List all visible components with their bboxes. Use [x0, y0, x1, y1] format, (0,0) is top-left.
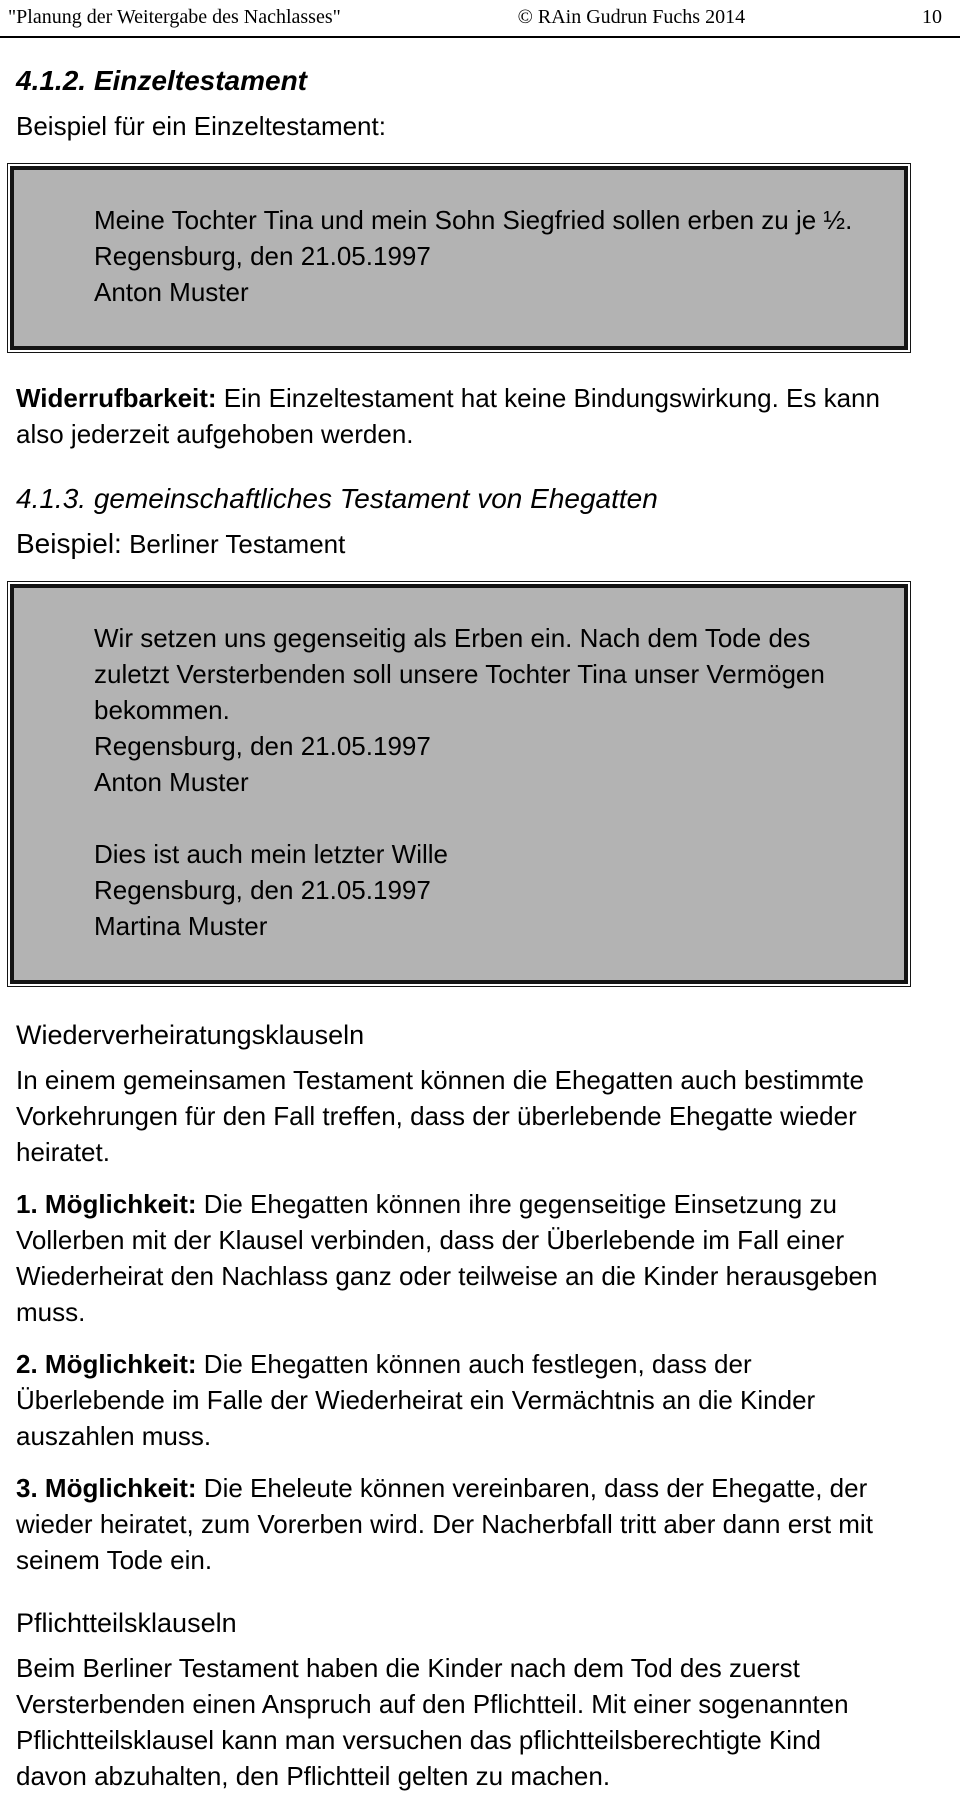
anton-muster-block [94, 620, 880, 800]
box-line: Dies ist auch mein letzter Wille [94, 839, 448, 869]
beispiel-label: Beispiel: [16, 528, 122, 559]
moeglichkeit-1-label: 1. Möglichkeit: [16, 1189, 197, 1219]
heading-einzeltestament: 4.1.2. Einzeltestament [16, 65, 308, 96]
widerrufbarkeit-note [16, 380, 898, 452]
moeglichkeit-1-text: Die Ehegatten können ihre gegenseitige Einsetzung zu Vollerben mit der Klausel verbinden, dass der Überlebende im Fall einer Wiederheirat den Nachlass ganz oder teilweise an die Kinder herausgeben muss. [16, 1189, 878, 1327]
box-line: Anton Muster [94, 277, 249, 307]
page-header [0, 0, 960, 38]
box-line: Meine Tochter Tina und mein Sohn Siegfried sollen erben zu je ½. [94, 205, 853, 235]
moeglichkeit-3 [16, 1470, 898, 1578]
martina-muster-block [94, 836, 880, 944]
einzeltestament-example-box [10, 166, 908, 350]
page-number: 10 [922, 6, 942, 28]
heading-wiederverheiratungsklauseln: Wiederverheiratungsklauseln [16, 1020, 365, 1050]
document-title: "Planung der Weitergabe des Nachlasses" [8, 6, 341, 28]
widerrufbarkeit-label: Widerrufbarkeit: [16, 383, 217, 413]
document-body [0, 64, 960, 1794]
pflichtteil-text: Beim Berliner Testament haben die Kinder nach dem Tod des zuerst Versterbenden einen Anspruch auf den Pflichtteil. Mit einer sogenannten Pflichtteilsklausel kann man versuchen das pflichtteilsberechtigte Kind davon abzuhalten, den Pflichtteil gelten zu machen. [16, 1653, 849, 1791]
box-line: Regensburg, den 21.05.1997 [94, 241, 431, 271]
berliner-testament-example-line [16, 526, 898, 562]
box-line: Martina Muster [94, 911, 268, 941]
box-line: Regensburg, den 21.05.1997 [94, 731, 431, 761]
header-credit: © RAin Gudrun Fuchs 2014 [517, 6, 746, 28]
moeglichkeit-3-text: Die Eheleute können vereinbaren, dass der Ehegatte, der wieder heiratet, zum Vorerben wird. Der Nacherbfall tritt aber dann erst mit seinem Tode ein. [16, 1473, 873, 1575]
heading-gemeinschaftliches-testament: 4.1.3. gemeinschaftliches Testament von Ehegatten [16, 483, 658, 514]
moeglichkeit-3-label: 3. Möglichkeit: [16, 1473, 197, 1503]
moeglichkeit-2 [16, 1346, 898, 1454]
box-line: Anton Muster [94, 767, 249, 797]
box-line: Wir setzen uns gegenseitig als Erben ein. Nach dem Tode des zuletzt Versterbenden soll unsere Tochter Tina unser Vermögen bekommen. [94, 623, 825, 725]
einzeltestament-box-content [94, 202, 880, 310]
moeglichkeit-2-label: 2. Möglichkeit: [16, 1349, 197, 1379]
einzeltestament-intro: Beispiel für ein Einzeltestament: [16, 111, 386, 141]
berliner-testament-example-box [10, 584, 908, 984]
moeglichkeit-2-text: Die Ehegatten können auch festlegen, dass der Überlebende im Falle der Wiederheirat ein Vermächtnis an die Kinder auszahlen muss. [16, 1349, 816, 1451]
wiederverheiratung-intro: In einem gemeinsamen Testament können die Ehegatten auch bestimmte Vorkehrungen für den Fall treffen, dass der überlebende Ehegatte wieder heiratet. [16, 1065, 864, 1167]
heading-pflichtteilsklauseln: Pflichtteilsklauseln [16, 1608, 237, 1638]
moeglichkeit-1 [16, 1186, 898, 1330]
box-line: Regensburg, den 21.05.1997 [94, 875, 431, 905]
widerrufbarkeit-text: Ein Einzeltestament hat keine Bindungswirkung. Es kann also jederzeit aufgehoben werden. [16, 383, 880, 449]
beispiel-text: Berliner Testament [121, 529, 346, 559]
